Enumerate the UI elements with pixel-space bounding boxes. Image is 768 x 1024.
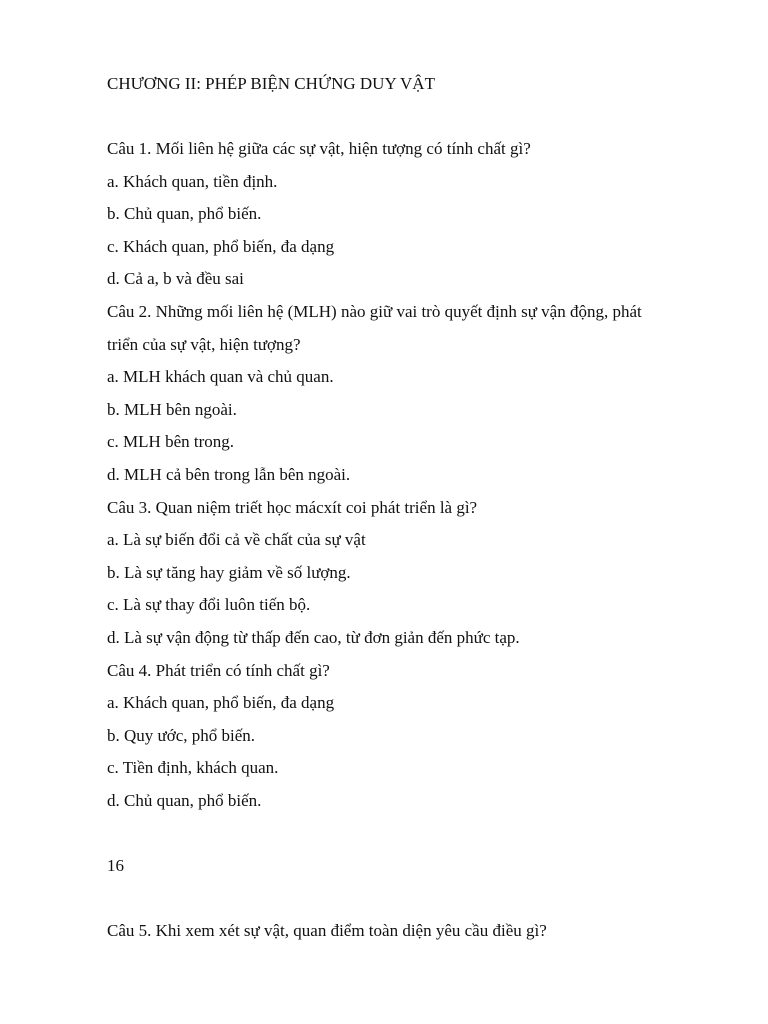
answer-1a: a. Khách quan, tiền định. — [107, 171, 278, 191]
question-2-line-2: triển của sự vật, hiện tượng? — [107, 334, 301, 354]
answer-2c: c. MLH bên trong. — [107, 432, 235, 452]
question-5: Câu 5. Khi xem xét sự vật, quan điểm toàn diện yêu cầu điều gì? — [107, 921, 547, 940]
answer-4d: d. Chủ quan, phổ biến. — [107, 790, 262, 810]
answer-4c: c. Tiền định, khách quan. — [107, 758, 279, 778]
answer-1d: d. Cả a, b và đều sai — [107, 269, 244, 289]
answer-4b: b. Quy ước, phổ biến. — [107, 725, 256, 745]
question-2-line-1: Câu 2. Những mối liên hệ (MLH) nào giữ vai trò quyết định sự vận động, phát — [107, 301, 642, 321]
question-1: Câu 1. Mối liên hệ giữa các sự vật, hiện tượng có tính chất gì? — [107, 139, 531, 158]
question-4: Câu 4. Phát triển có tính chất gì? — [107, 660, 330, 680]
answer-3d: d. Là sự vận động từ thấp đến cao, từ đơn giản đến phức tạp. — [107, 627, 520, 647]
answer-2d: d. MLH cả bên trong lẫn bên ngoài. — [107, 464, 351, 484]
page-number: 16 — [107, 856, 124, 875]
answer-3a: a. Là sự biến đổi cả về chất của sự vật — [107, 530, 366, 550]
answer-3c: c. Là sự thay đổi luôn tiến bộ. — [107, 595, 311, 615]
answer-3b: b. Là sự tăng hay giảm về số lượng. — [107, 562, 351, 582]
chapter-title: CHƯƠNG II: PHÉP BIỆN CHỨNG DUY VẬT — [107, 74, 435, 93]
answer-2b: b. MLH bên ngoài. — [107, 399, 237, 419]
answer-1b: b. Chủ quan, phổ biến. — [107, 204, 262, 224]
answer-4a: a. Khách quan, phổ biến, đa dạng — [107, 693, 335, 713]
answer-1c: c. Khách quan, phổ biến, đa dạng — [107, 236, 335, 256]
question-block — [107, 133, 677, 817]
question-3: Câu 3. Quan niệm triết học mácxít coi phát triển là gì? — [107, 497, 478, 517]
answer-2a: a. MLH khách quan và chủ quan. — [107, 367, 334, 387]
